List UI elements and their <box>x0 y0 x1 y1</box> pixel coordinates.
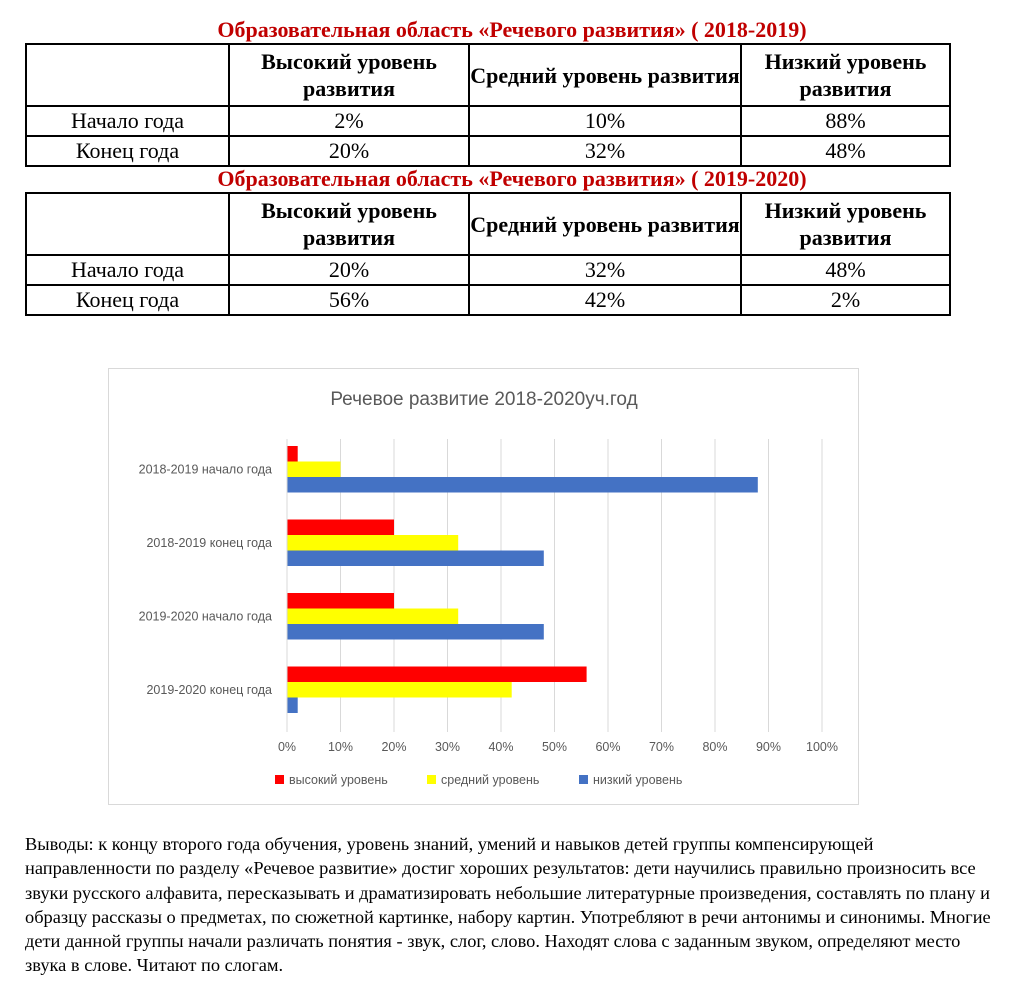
table-row <box>26 106 950 136</box>
header-cell-high: Высокий уровень развития <box>229 193 469 255</box>
chart-container <box>108 368 859 805</box>
legend-label: высокий уровень <box>289 773 388 787</box>
row-label: Конец года <box>26 285 229 315</box>
bar <box>287 682 512 698</box>
cell-high: 20% <box>229 136 469 166</box>
cell-medium: 32% <box>469 255 741 285</box>
cell-medium: 10% <box>469 106 741 136</box>
bar <box>287 551 544 567</box>
header-cell-low: Низкий уровень развития <box>741 44 950 106</box>
legend-label: средний уровень <box>441 773 540 787</box>
cell-medium: 32% <box>469 136 741 166</box>
header-cell-medium: Средний уровень развития <box>469 44 741 106</box>
header-cell-low: Низкий уровень развития <box>741 193 950 255</box>
bar <box>287 698 298 714</box>
legend-swatch <box>427 775 436 784</box>
row-label: Конец года <box>26 136 229 166</box>
table-header-row <box>26 193 950 255</box>
bar <box>287 477 758 493</box>
results-table-2019-2020 <box>25 192 951 316</box>
x-tick-label: 80% <box>702 740 728 754</box>
x-tick-label: 0% <box>277 740 297 754</box>
row-label: Начало года <box>26 255 229 285</box>
cell-high: 20% <box>229 255 469 285</box>
bar <box>287 593 394 609</box>
x-tick-label: 10% <box>327 740 354 754</box>
header-cell-empty <box>26 44 229 106</box>
bar <box>287 609 458 625</box>
table-row <box>26 136 950 166</box>
legend-swatch <box>579 775 588 784</box>
cell-high: 56% <box>229 285 469 315</box>
bar <box>287 446 298 462</box>
results-table-2018-2019 <box>25 43 951 167</box>
bar <box>287 462 341 478</box>
cell-low: 48% <box>741 136 950 166</box>
table-row <box>26 255 950 285</box>
legend-swatch <box>275 775 284 784</box>
row-label: Начало года <box>26 106 229 136</box>
bar <box>287 535 458 551</box>
cell-high: 2% <box>229 106 469 136</box>
cell-medium: 42% <box>469 285 741 315</box>
bar <box>287 667 587 683</box>
x-tick-label: 100% <box>806 740 838 754</box>
cell-low: 88% <box>741 106 950 136</box>
x-tick-label: 90% <box>755 740 782 754</box>
bar <box>287 520 394 536</box>
category-label: 2019-2020 конец года <box>146 682 272 697</box>
chart-title: Речевое развитие 2018-2020уч.год <box>330 389 638 410</box>
x-tick-label: 30% <box>434 740 461 754</box>
x-tick-label: 20% <box>381 740 407 754</box>
x-tick-label: 50% <box>541 740 568 754</box>
category-label: 2018-2019 начало года <box>138 462 272 477</box>
header-cell-medium: Средний уровень развития <box>469 193 741 255</box>
table-header-row <box>26 44 950 106</box>
table-title-2018-2019: Образовательная область «Речевого развития» ( 2018-2019) <box>217 17 807 42</box>
conclusion-text: Выводы: к концу второго года обучения, уровень знаний, умений и навыков детей группы компенсирующей направленности по разделу «Речевое развитие» достиг хороших результатов: дети научились правильно произносить все звуки русского алфавита, пересказывать и драматизировать небольшие литературные произведения, составлять по плану и образцу рассказы о предметах, по сюжетной картинке, набору картин. Употребляют в речи антонимы и синонимы. Многие дети данной группы начали различать понятия - звук, слог, слово. Находят слова с заданным звуком, определяют место звука в слове. Читают по слогам. <box>25 834 991 976</box>
header-cell-high: Высокий уровень развития <box>229 44 469 106</box>
legend-label: низкий уровень <box>593 773 683 787</box>
category-label: 2019-2020 начало года <box>138 609 272 624</box>
bar <box>287 624 544 640</box>
category-label: 2018-2019 конец года <box>146 535 272 550</box>
cell-low: 2% <box>741 285 950 315</box>
header-cell-empty <box>26 193 229 255</box>
cell-low: 48% <box>741 255 950 285</box>
x-tick-label: 40% <box>488 740 514 754</box>
bar-chart <box>109 369 860 806</box>
table-row <box>26 285 950 315</box>
x-tick-label: 60% <box>595 740 621 754</box>
table-title-2019-2020: Образовательная область «Речевого развития» ( 2019-2020) <box>217 166 807 191</box>
x-tick-label: 70% <box>648 740 675 754</box>
